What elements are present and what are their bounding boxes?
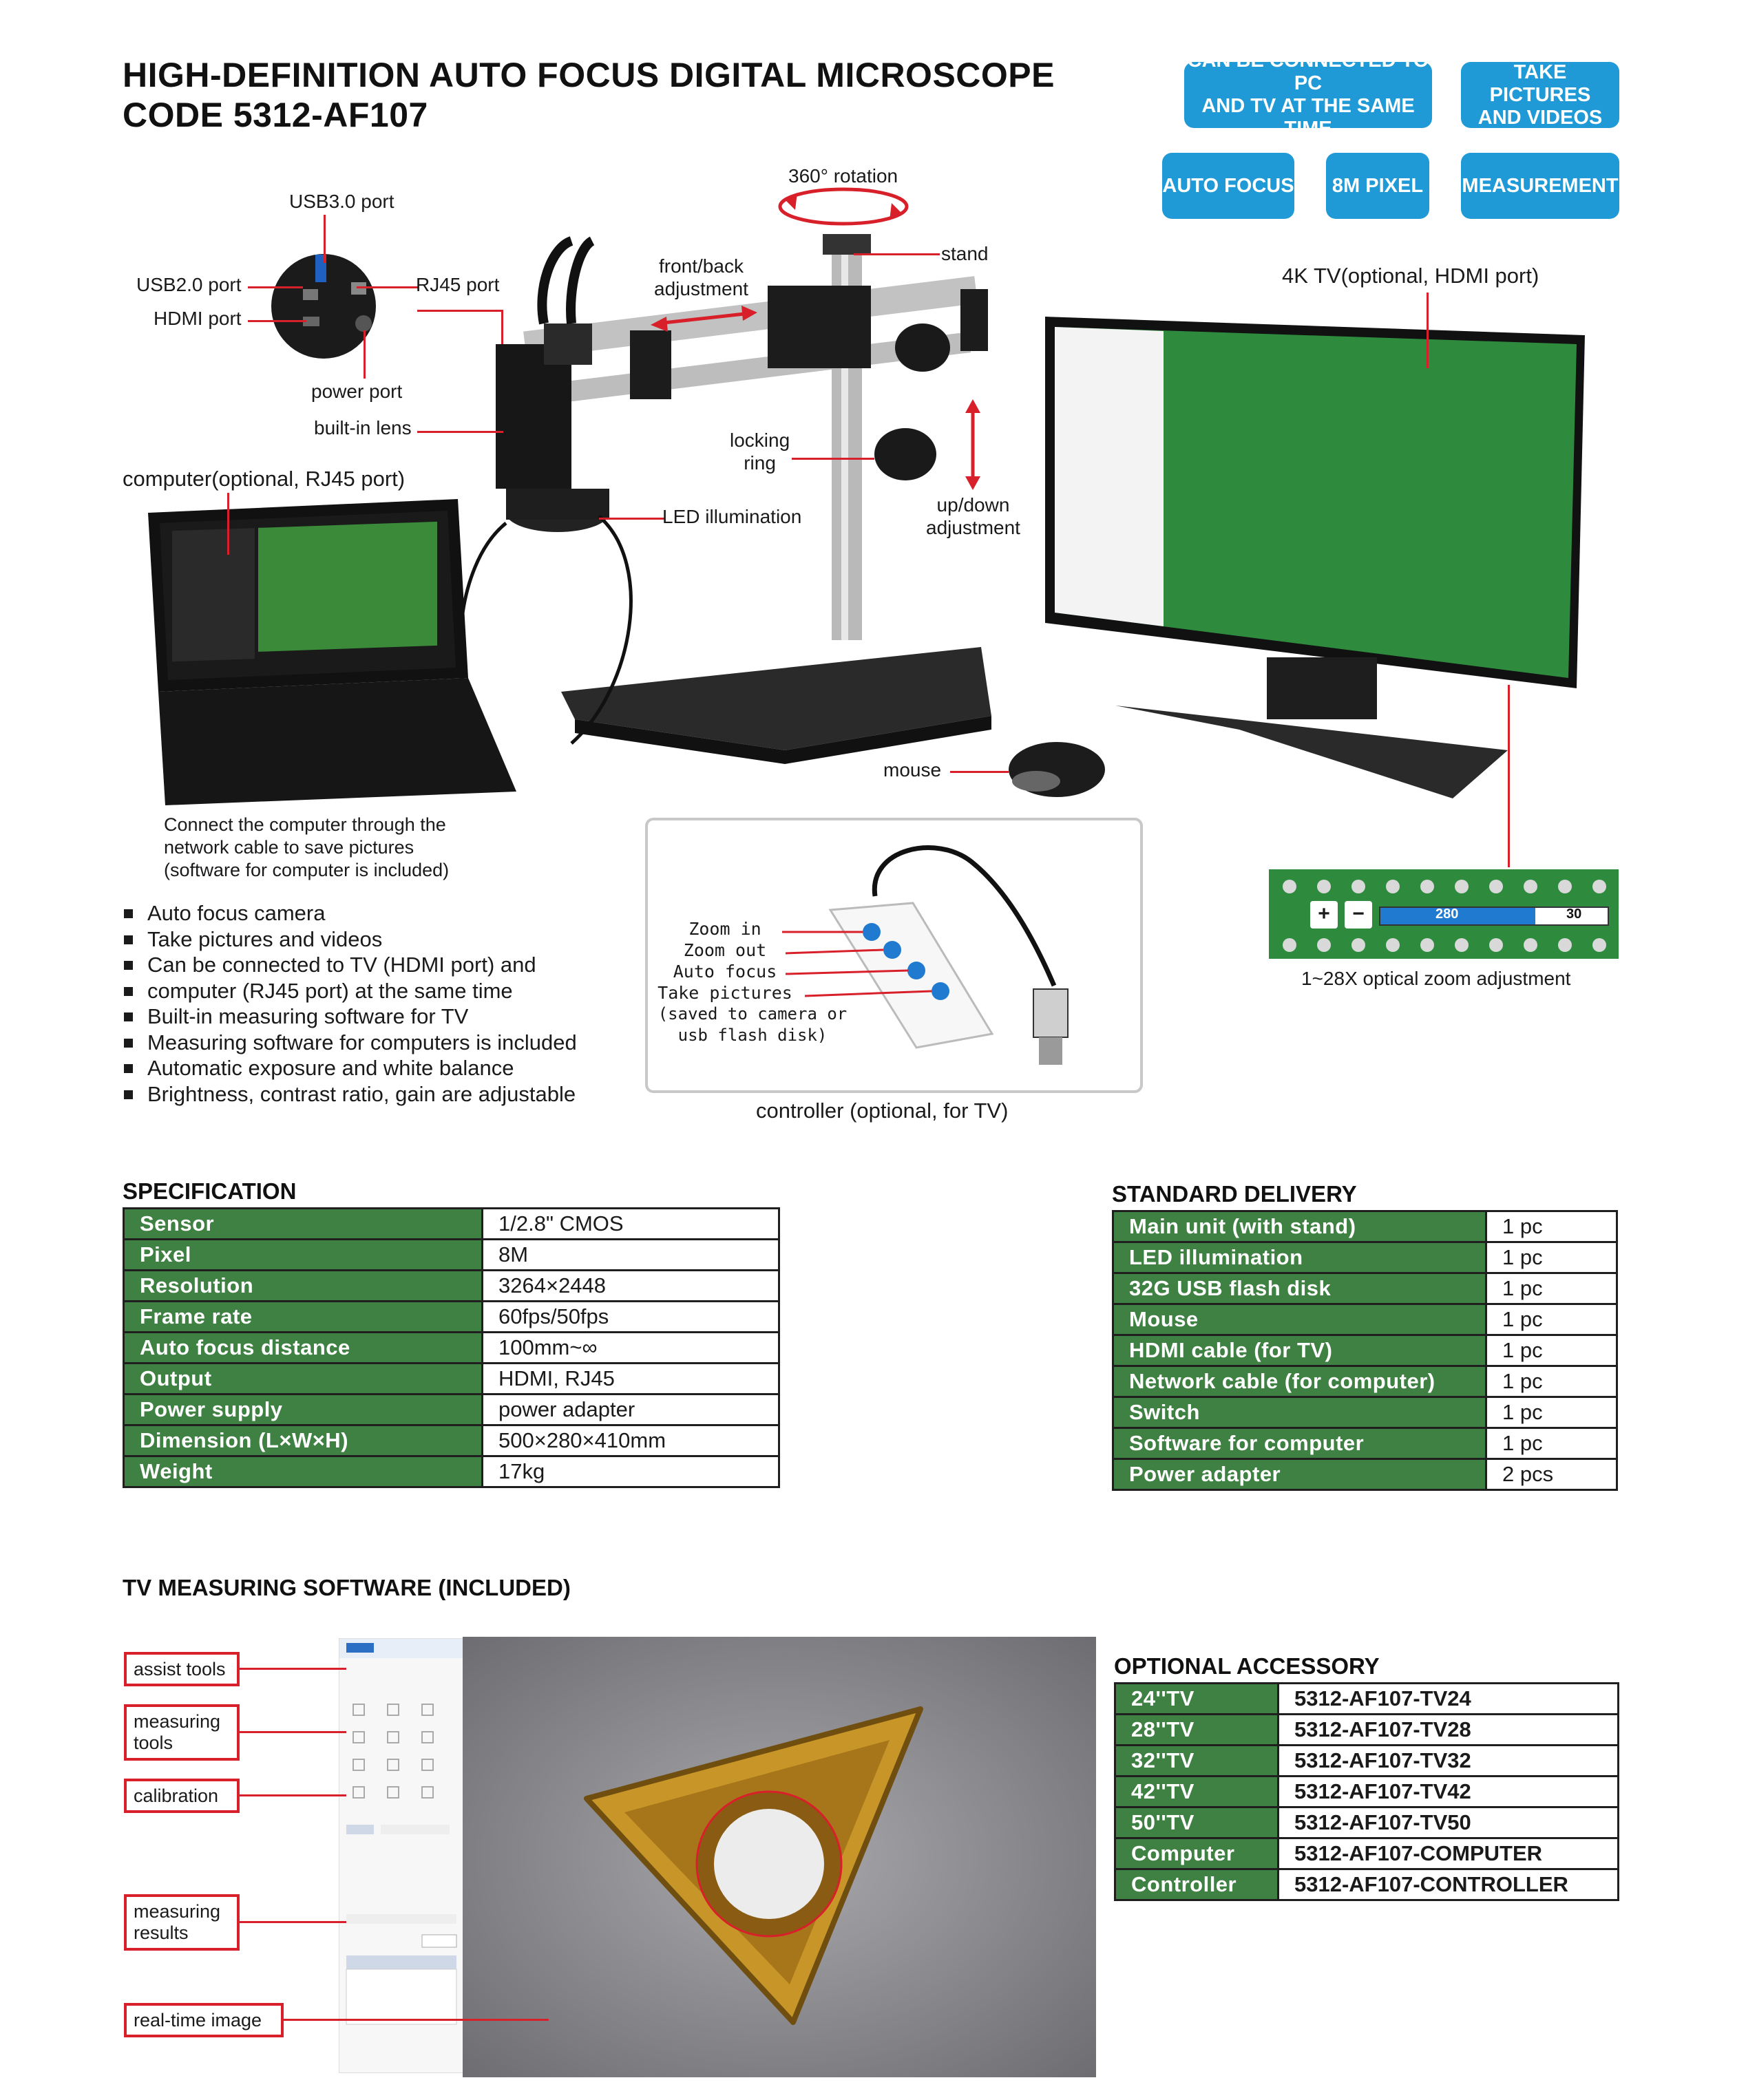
label-tv: 4K TV(optional, HDMI port) (1282, 264, 1539, 288)
callout-line-computer (227, 493, 229, 555)
table-row: 42''TV 5312-AF107-TV42 (1115, 1776, 1619, 1807)
table-row: 24''TV 5312-AF107-TV24 (1115, 1684, 1619, 1715)
spec-table (123, 1207, 780, 1488)
callout-line-assist (240, 1668, 346, 1670)
delivery-title: STANDARD DELIVERY (1112, 1181, 1357, 1207)
title-line-1: HIGH-DEFINITION AUTO FOCUS DIGITAL MICROSCOPE (123, 56, 1055, 94)
controller-label-auto-focus: Auto focus (673, 962, 777, 982)
callout-line-usb2 (248, 286, 303, 288)
callout-line-locking (792, 458, 874, 460)
monitor (1045, 317, 1585, 798)
table-row: Sensor 1/2.8" CMOS (124, 1209, 779, 1240)
callout-line-usb3 (324, 215, 326, 263)
callout-line-power (364, 330, 366, 379)
label-assist-tools: assist tools (124, 1652, 240, 1686)
callout-line-rj45 (357, 286, 419, 288)
badge-pc-tv: CAN BE CONNECTED TO PC AND TV AT THE SAME TIME (1184, 62, 1432, 128)
mouse-device (1009, 742, 1105, 797)
table-row: Controller 5312-AF107-CONTROLLER (1115, 1869, 1619, 1900)
label-rj45: RJ45 port (416, 274, 500, 295)
controller-label-zoom-out: Zoom out (683, 940, 767, 960)
zoom-in-icon[interactable]: + (1310, 901, 1338, 929)
zoom-value-1: 280 (1435, 906, 1459, 922)
label-locking-ring: locking ring (730, 429, 790, 474)
camera-ports-closeup (271, 254, 376, 359)
callout-line-tv (1427, 293, 1429, 368)
camera-body (461, 241, 631, 764)
table-row: Power supply power adapter (124, 1394, 779, 1425)
zoom-inset (1269, 869, 1619, 959)
table-row: Power adapter 2 pcs (1113, 1459, 1617, 1490)
controller-label-zoom-in: Zoom in (688, 919, 761, 939)
list-item: Built-in measuring software for TV (123, 1004, 577, 1030)
callout-line-hdmi (248, 320, 306, 322)
table-row: Main unit (with stand) 1 pc (1113, 1211, 1617, 1242)
table-row: Software for computer 1 pc (1113, 1428, 1617, 1459)
callout-line-rj45-camera (417, 310, 503, 312)
label-hdmi: HDMI port (154, 308, 242, 329)
table-row: Mouse 1 pc (1113, 1304, 1617, 1335)
table-row: Switch 1 pc (1113, 1397, 1617, 1428)
table-row: 28''TV 5312-AF107-TV28 (1115, 1715, 1619, 1746)
tv-software-title: TV MEASURING SOFTWARE (INCLUDED) (123, 1575, 571, 1600)
list-item: Take pictures and videos (123, 926, 577, 953)
table-row: Computer 5312-AF107-COMPUTER (1115, 1838, 1619, 1869)
table-row: LED illumination 1 pc (1113, 1242, 1617, 1273)
table-row: Pixel 8M (124, 1240, 779, 1271)
callout-line-measuring-tools (240, 1731, 346, 1733)
zoom-out-icon[interactable]: − (1345, 901, 1372, 929)
label-usb2: USB2.0 port (136, 274, 242, 295)
callout-line-calibration (240, 1794, 346, 1796)
label-usb3: USB3.0 port (289, 191, 394, 212)
list-item: Can be connected to TV (HDMI port) and (123, 952, 577, 978)
badge-pictures-videos: TAKE PICTURES AND VIDEOS (1461, 62, 1619, 128)
controller-inset (645, 818, 1143, 1093)
zoom-value-2: 30 (1566, 906, 1582, 922)
badge-8m-pixel: 8M PIXEL (1326, 153, 1429, 219)
table-row: 32''TV 5312-AF107-TV32 (1115, 1746, 1619, 1776)
label-stand: stand (941, 243, 989, 264)
table-row: Resolution 3264×2448 (124, 1271, 779, 1302)
table-row: Weight 17kg (124, 1456, 779, 1487)
label-led: LED illumination (662, 506, 802, 527)
table-row: Network cable (for computer) 1 pc (1113, 1366, 1617, 1397)
callout-line-mouse (950, 771, 1009, 773)
callout-line-results (240, 1921, 346, 1923)
zoom-slider[interactable] (1379, 906, 1609, 926)
updown-arrow (965, 399, 980, 490)
label-lens: built-in lens (314, 417, 412, 438)
label-updown: up/down adjustment (926, 494, 1020, 538)
label-frontback: front/back adjustment (654, 255, 748, 299)
label-power: power port (311, 381, 403, 402)
callout-line-zoom (1508, 685, 1510, 867)
accessory-table (1114, 1682, 1619, 1901)
insert-photo (463, 1637, 1096, 2077)
list-item: Auto focus camera (123, 900, 577, 926)
controller-label-take-pictures: Take pictures (657, 983, 792, 1003)
label-measuring-results: measuring results (124, 1894, 240, 1951)
badge-auto-focus: AUTO FOCUS (1162, 153, 1294, 219)
controller-labels (649, 918, 801, 1004)
table-row: Dimension (L×W×H) 500×280×410mm (124, 1425, 779, 1456)
label-mouse: mouse (883, 759, 942, 781)
feature-list (123, 900, 577, 1107)
table-row: 50''TV 5312-AF107-TV50 (1115, 1807, 1619, 1838)
controller-caption: controller (optional, for TV) (756, 1099, 1009, 1123)
label-measuring-tools: measuring tools (124, 1704, 240, 1761)
table-row: Auto focus distance 100mm~∞ (124, 1333, 779, 1364)
software-panel-widgets (339, 1639, 463, 2072)
list-item: Measuring software for computers is included (123, 1030, 577, 1056)
label-computer: computer(optional, RJ45 port) (123, 467, 406, 491)
callout-line-led (599, 518, 664, 520)
table-row: HDMI cable (for TV) 1 pc (1113, 1335, 1617, 1366)
table-row: 32G USB flash disk 1 pc (1113, 1273, 1617, 1304)
accessory-title: OPTIONAL ACCESSORY (1114, 1653, 1380, 1679)
badge-measurement: MEASUREMENT (1461, 153, 1619, 219)
list-item: Automatic exposure and white balance (123, 1055, 577, 1081)
label-rotation: 360° rotation (788, 165, 898, 187)
table-row: Frame rate 60fps/50fps (124, 1302, 779, 1333)
table-row: Output HDMI, RJ45 (124, 1364, 779, 1394)
callout-line-stand (854, 253, 940, 255)
rotation-arrow (780, 189, 907, 224)
label-zoom-caption: 1~28X optical zoom adjustment (1301, 968, 1571, 989)
callout-line-rj45-camera-v (501, 310, 503, 344)
list-item: computer (RJ45 port) at the same time (123, 978, 577, 1004)
callout-line-lens (417, 431, 503, 433)
delivery-table (1112, 1210, 1618, 1491)
title-line-2: CODE 5312-AF107 (123, 96, 428, 134)
callout-line-real-time (284, 2019, 549, 2021)
software-panel (339, 1638, 464, 2073)
real-time-image (463, 1637, 1096, 2077)
label-real-time-image: real-time image (124, 2003, 284, 2037)
spec-title: SPECIFICATION (123, 1178, 297, 1204)
computer-caption: Connect the computer through the network cable to save pictures (software for computer is included) (164, 814, 450, 880)
controller-note: (saved to camera or usb flash disk) (657, 1004, 848, 1045)
label-calibration: calibration (124, 1779, 240, 1813)
list-item: Brightness, contrast ratio, gain are adjustable (123, 1081, 577, 1107)
laptop (148, 499, 516, 805)
